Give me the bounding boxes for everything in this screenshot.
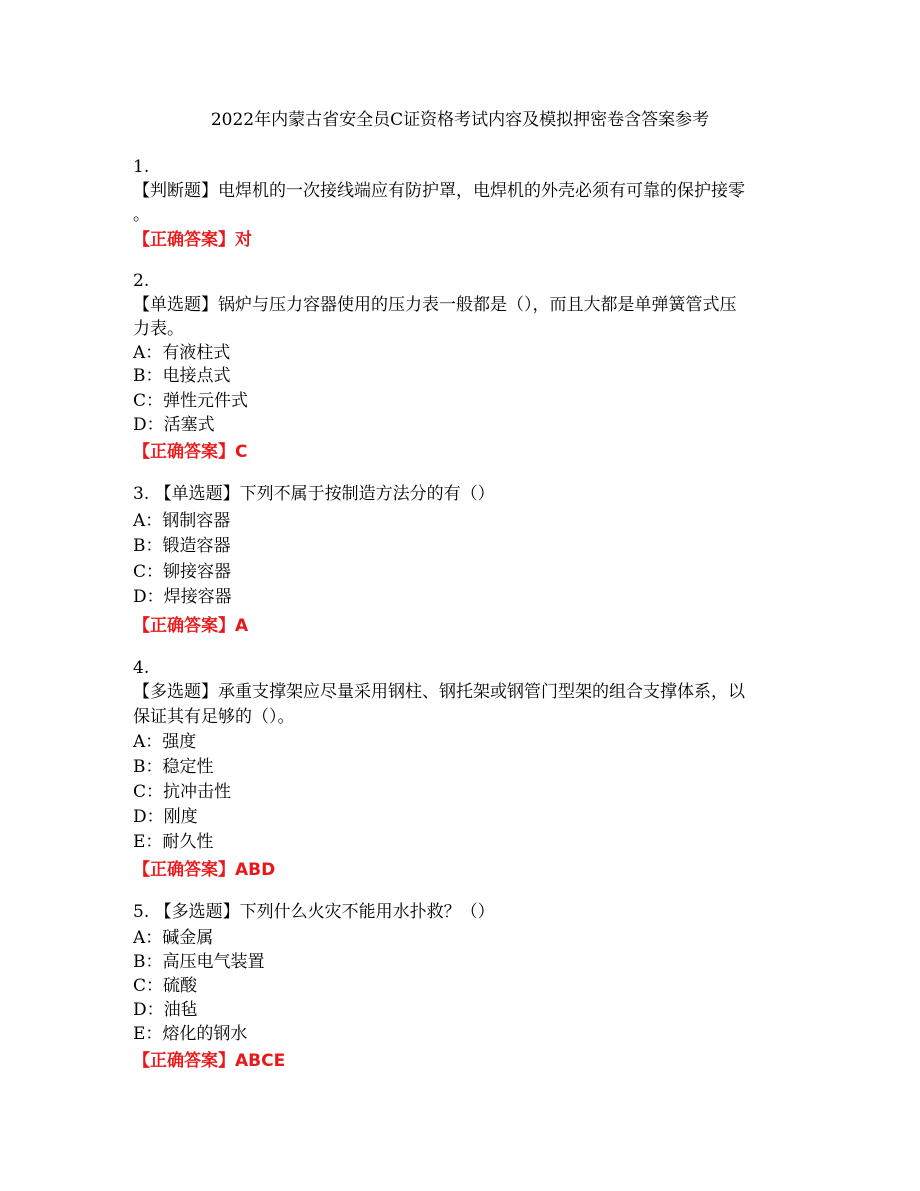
question-2-answer bbox=[133, 440, 247, 465]
question-4-answer bbox=[133, 858, 275, 883]
question-1-number: 1. bbox=[133, 157, 150, 177]
answer-value: ABCE bbox=[235, 1051, 286, 1071]
question-5-option-a: A：碱金属 bbox=[133, 928, 214, 948]
question-1-text-cont: 。 bbox=[133, 205, 150, 225]
answer-label: 【正确答案】 bbox=[133, 616, 235, 636]
question-5-option-d: D：油毡 bbox=[133, 1000, 198, 1020]
question-2-option-b: B：电接点式 bbox=[133, 366, 231, 386]
question-2-option-c: C：弹性元件式 bbox=[133, 391, 249, 411]
question-1-text: 【判断题】电焊机的一次接线端应有防护罩，电焊机的外壳必须有可靠的保护接零 bbox=[133, 181, 745, 201]
question-5-option-c: C：硫酸 bbox=[133, 976, 198, 996]
question-2-text: 【单选题】锅炉与压力容器使用的压力表一般都是（），而且大都是单弹簧管式压 bbox=[133, 295, 737, 315]
question-4-number: 4. bbox=[133, 658, 150, 678]
question-4-text: 【多选题】承重支撑架应尽量采用钢柱、钢托架或钢管门型架的组合支撑体系，以 bbox=[133, 682, 745, 702]
answer-value: C bbox=[235, 442, 248, 462]
question-4-text-cont: 保证其有足够的（）。 bbox=[133, 707, 295, 727]
question-3-option-d: D：焊接容器 bbox=[133, 587, 232, 607]
question-3-answer bbox=[133, 614, 248, 639]
question-2-option-d: D：活塞式 bbox=[133, 415, 215, 435]
question-2-text-cont: 力表。 bbox=[133, 319, 184, 339]
question-4-option-c: C：抗冲击性 bbox=[133, 782, 232, 802]
answer-label: 【正确答案】 bbox=[133, 860, 235, 880]
answer-label: 【正确答案】 bbox=[133, 442, 235, 462]
question-2-option-a: A：有液柱式 bbox=[133, 343, 231, 363]
document-title: 2022年内蒙古省安全员C证资格考试内容及模拟押密卷含答案参考 bbox=[210, 110, 710, 130]
answer-value: ABD bbox=[235, 860, 276, 880]
answer-label: 【正确答案】 bbox=[133, 230, 235, 250]
question-4-option-a: A：强度 bbox=[133, 732, 197, 752]
answer-value: A bbox=[235, 616, 249, 636]
question-3-option-b: B：锻造容器 bbox=[133, 536, 231, 556]
question-3-option-c: C：铆接容器 bbox=[133, 562, 232, 582]
question-5-option-e: E：熔化的钢水 bbox=[133, 1024, 248, 1044]
question-4-option-d: D：刚度 bbox=[133, 807, 198, 827]
answer-label: 【正确答案】 bbox=[133, 1051, 235, 1071]
question-5-option-b: B：高压电气装置 bbox=[133, 952, 265, 972]
question-1-answer bbox=[133, 228, 252, 253]
question-3-option-a: A：钢制容器 bbox=[133, 511, 231, 531]
question-3-text: 3. 【单选题】下列不属于按制造方法分的有（） bbox=[133, 484, 495, 504]
answer-value: 对 bbox=[235, 230, 252, 250]
question-2-number: 2. bbox=[133, 271, 150, 291]
question-4-option-b: B：稳定性 bbox=[133, 757, 214, 777]
question-5-text: 5. 【多选题】下列什么火灾不能用水扑救？（） bbox=[133, 902, 495, 922]
question-4-option-e: E：耐久性 bbox=[133, 832, 214, 852]
question-5-answer bbox=[133, 1049, 285, 1074]
